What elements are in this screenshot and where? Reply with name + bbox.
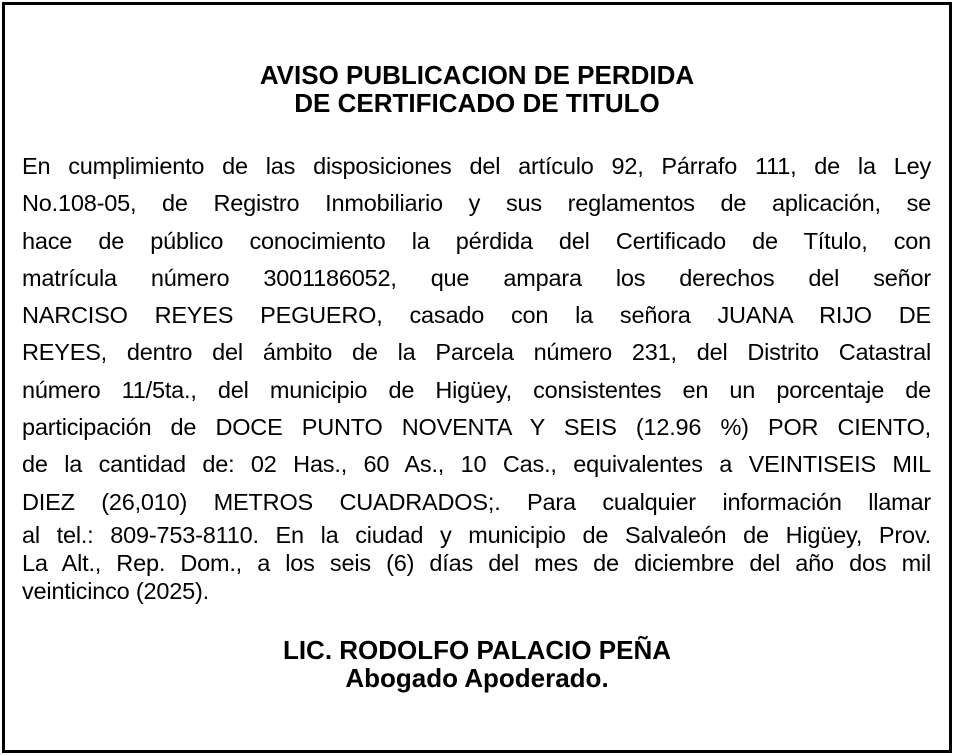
signature-role: Abogado Apoderado. xyxy=(345,663,609,693)
body-line-1: En cumplimiento de las disposiciones del artículo 92, Párrafo 111, de la Ley xyxy=(22,153,931,179)
body-line-13: veinticinco (2025). xyxy=(22,577,209,604)
notice-title-line-1: AVISO PUBLICACION DE PERDIDA xyxy=(259,60,695,90)
body-line-6: REYES, dentro del ámbito de la Parcela número 231, del Distrito Catastral xyxy=(22,339,931,366)
body-line-12: La Alt., Rep. Dom., a los seis (6) días del mes de diciembre del año dos mil xyxy=(22,549,931,576)
body-line-11: al tel.: 809-753-8110. En la ciudad y municipio de Salvaleón de Higüey, Prov. xyxy=(22,521,931,548)
body-line-9: de la cantidad de: 02 Has., 60 As., 10 Cas., equivalentes a VEINTISEIS MIL xyxy=(22,451,931,478)
notice-title xyxy=(5,61,949,117)
legal-notice xyxy=(2,2,952,753)
body-line-4: matrícula número 3001186052, que ampara los derechos del señor xyxy=(22,264,931,291)
body-line-5: NARCISO REYES PEGUERO, casado con la señora JUANA RIJO DE xyxy=(22,302,931,329)
body-line-8: participación de DOCE PUNTO NOVENTA Y SEIS (12.96 %) POR CIENTO, xyxy=(22,414,931,441)
body-line-10: DIEZ (26,010) METROS CUADRADOS;. Para cualquier información llamar xyxy=(22,488,931,515)
body-line-7: número 11/5ta., del municipio de Higüey, consistentes en un porcentaje de xyxy=(22,376,931,403)
notice-title-line-2: DE CERTIFICADO DE TITULO xyxy=(294,88,660,118)
body-line-2: No.108-05, de Registro Inmobiliario y sus reglamentos de aplicación, se xyxy=(22,190,931,217)
signature-name: LIC. RODOLFO PALACIO PEÑA xyxy=(282,635,672,665)
signature-block xyxy=(5,636,949,692)
notice-body xyxy=(22,148,931,605)
body-line-3: hace de público conocimiento la pérdida del Certificado de Título, con xyxy=(22,227,931,254)
